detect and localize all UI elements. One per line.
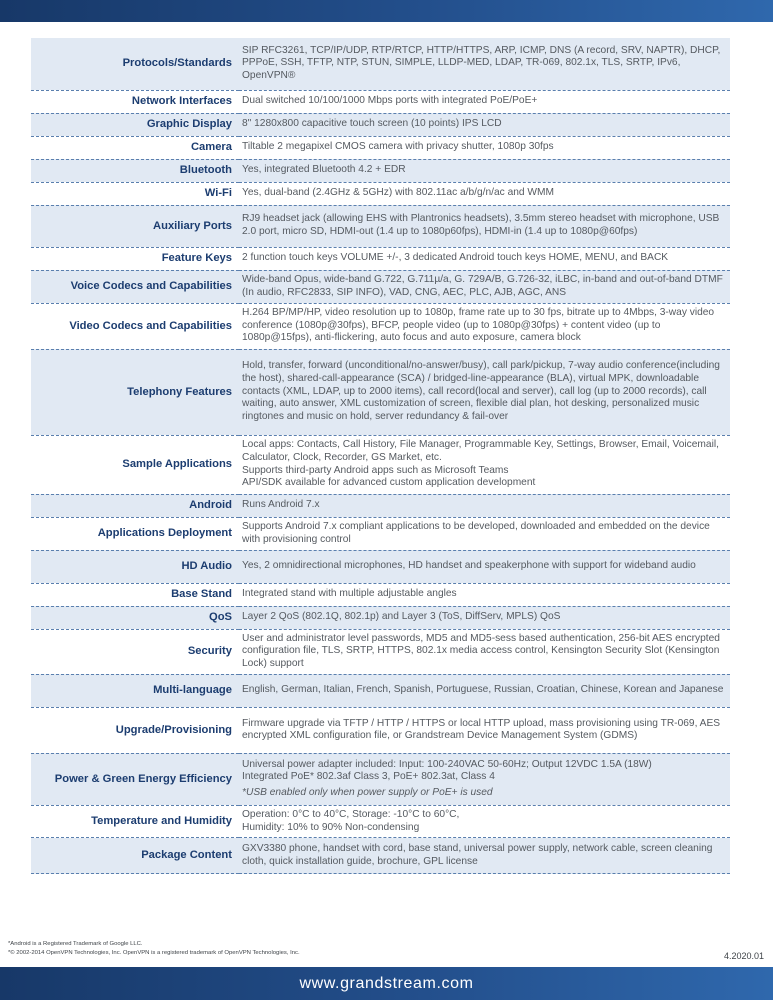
spec-value-line: Runs Android 7.x bbox=[242, 499, 320, 511]
spec-value-note: *USB enabled only when power supply or PoE+ is used bbox=[242, 787, 493, 799]
spec-label: Video Codecs and Capabilities bbox=[31, 303, 239, 349]
spec-value-line: Yes, dual-band (2.4GHz & 5GHz) with 802.11ac a/b/g/n/ac and WMM bbox=[242, 187, 555, 199]
spec-value bbox=[239, 674, 730, 707]
top-header-band bbox=[0, 0, 773, 22]
spec-value-line: Tiltable 2 megapixel CMOS camera with privacy shutter, 1080p 30fps bbox=[242, 141, 554, 153]
spec-label: Protocols/Standards bbox=[31, 38, 239, 90]
spec-value-line: Universal power adapter included: Input: 100-240VAC 50-60Hz; Output 12VDC 1.5A (18W) bbox=[242, 758, 652, 770]
document-version: 4.2020.01 bbox=[723, 951, 764, 961]
spec-value bbox=[239, 270, 730, 303]
spec-label: Bluetooth bbox=[31, 159, 239, 182]
spec-value-line: Supports Android 7.x compliant applications to be developed, downloaded and embedded on the device with provisioning control bbox=[242, 520, 710, 545]
spec-value bbox=[239, 583, 730, 606]
spec-value bbox=[239, 805, 730, 838]
spec-label: Voice Codecs and Capabilities bbox=[31, 270, 239, 303]
spec-label: Wi-Fi bbox=[31, 182, 239, 205]
spec-value-line: H.264 BP/MP/HP, video resolution up to 1080p, frame rate up to 30 fps, bitrate up to 4Mbps, 3-way video conference (1080p@30fps), BFCP, people video (up to 1080p@30fps) + content video (up to 1080p@15fps), anti-flickering, auto focus and auto exposure, camera block bbox=[242, 306, 715, 344]
spec-label: Sample Applications bbox=[31, 435, 239, 494]
spec-row bbox=[31, 838, 730, 874]
footnotes bbox=[8, 940, 300, 957]
spec-value bbox=[239, 753, 730, 805]
spec-value bbox=[239, 136, 730, 159]
spec-value-line: API/SDK available for advanced custom application development bbox=[242, 477, 536, 489]
spec-value-line: English, German, Italian, French, Spanish, Portuguese, Russian, Croatian, Chinese, Korean and Japanese bbox=[242, 684, 724, 696]
spec-value bbox=[239, 606, 730, 629]
spec-row bbox=[31, 136, 730, 159]
spec-label: Package Content bbox=[31, 838, 239, 874]
spec-table bbox=[31, 38, 730, 874]
spec-value bbox=[239, 838, 730, 874]
spec-row bbox=[31, 707, 730, 753]
spec-value-line: Yes, integrated Bluetooth 4.2 + EDR bbox=[242, 164, 406, 176]
footnote-openvpn: *© 2002-2014 OpenVPN Technologies, Inc. OpenVPN is a registered trademark of OpenVPN Technologies, Inc. bbox=[8, 949, 300, 956]
spec-value-line: Integrated PoE* 802.3af Class 3, PoE+ 802.3at, Class 4 bbox=[242, 771, 495, 783]
spec-value-line: Wide-band Opus, wide-band G.722, G.711µ/a, G. 729A/B, G.726-32, iLBC, in-band and out-of-band DTMF (In audio, RFC2833, SIP INFO), VAD, CNG, AEC, PLC, AJB, AGC, ANS bbox=[242, 273, 723, 298]
spec-row bbox=[31, 247, 730, 270]
spec-row bbox=[31, 583, 730, 606]
footnote-android: *Android is a Registered Trademark of Google LLC. bbox=[8, 941, 143, 947]
spec-value-line: Layer 2 QoS (802.1Q, 802.1p) and Layer 3 (ToS, DiffServ, MPLS) QoS bbox=[242, 611, 561, 623]
spec-label: Applications Deployment bbox=[31, 517, 239, 550]
spec-row bbox=[31, 606, 730, 629]
spec-value-line: Integrated stand with multiple adjustable angles bbox=[242, 588, 457, 600]
website-url[interactable]: www.grandstream.com bbox=[299, 974, 474, 992]
spec-label: Network Interfaces bbox=[31, 90, 239, 113]
spec-row bbox=[31, 270, 730, 303]
spec-value-line: Firmware upgrade via TFTP / HTTP / HTTPS or local HTTP upload, mass provisioning using TR-069, AES encrypted XML configuration file, or Grandstream Device Management System (GDMS) bbox=[242, 717, 721, 742]
spec-row bbox=[31, 753, 730, 805]
spec-row bbox=[31, 349, 730, 435]
spec-value-line: GXV3380 phone, handset with cord, base stand, universal power supply, network cable, screen cleaning cloth, quick installation guide, brochure, GPL license bbox=[242, 843, 713, 867]
spec-label: Telephony Features bbox=[31, 349, 239, 435]
spec-label: Android bbox=[31, 494, 239, 517]
spec-value-line: Supports third-party Android apps such as Microsoft Teams bbox=[242, 464, 509, 476]
spec-row bbox=[31, 90, 730, 113]
spec-label: Power & Green Energy Efficiency bbox=[31, 753, 239, 805]
spec-value bbox=[239, 435, 730, 494]
spec-row bbox=[31, 113, 730, 136]
spec-value bbox=[239, 113, 730, 136]
spec-value bbox=[239, 159, 730, 182]
spec-value bbox=[239, 90, 730, 113]
spec-row bbox=[31, 517, 730, 550]
spec-value-line: 2 function touch keys VOLUME +/-, 3 dedicated Android touch keys HOME, MENU, and BACK bbox=[242, 252, 669, 264]
spec-label: Multi-language bbox=[31, 674, 239, 707]
spec-row bbox=[31, 205, 730, 247]
spec-row bbox=[31, 805, 730, 838]
spec-label: Auxiliary Ports bbox=[31, 205, 239, 247]
spec-value-line: User and administrator level passwords, MD5 and MD5-sess based authentication, 256-bit AES encrypted configuration file, TLS, SRTP, HTTPS, 802.1x media access control, Kensington Security Slot (Kensington Lock) support bbox=[242, 632, 720, 670]
spec-value-line: SIP RFC3261, TCP/IP/UDP, RTP/RTCP, HTTP/HTTPS, ARP, ICMP, DNS (A record, SRV, NAPTR), DHCP, PPPoE, SSH, TFTP, NTP, STUN, SIMPLE, LLDP-MED, LDAP, TR-069, 802.1x, TLS, SRTP, IPv6, OpenVPN® bbox=[242, 44, 721, 82]
spec-value bbox=[239, 247, 730, 270]
spec-label: Camera bbox=[31, 136, 239, 159]
spec-row bbox=[31, 435, 730, 494]
spec-value-line: 8" 1280x800 capacitive touch screen (10 points) IPS LCD bbox=[242, 118, 502, 130]
spec-label: Base Stand bbox=[31, 583, 239, 606]
spec-label: Graphic Display bbox=[31, 113, 239, 136]
spec-row bbox=[31, 159, 730, 182]
spec-row bbox=[31, 494, 730, 517]
spec-value-line: RJ9 headset jack (allowing EHS with Plantronics headsets), 3.5mm stereo headset with microphone, USB 2.0 port, micro SD, HDMI-out (1.4 up to 1080p60fps), HDMI-in (1.4 up to 1080p@60fps) bbox=[242, 213, 720, 237]
spec-value-line: Yes, 2 omnidirectional microphones, HD handset and speakerphone with support for wideband audio bbox=[242, 560, 696, 572]
spec-row bbox=[31, 550, 730, 583]
spec-label: Security bbox=[31, 629, 239, 674]
spec-value bbox=[239, 349, 730, 435]
spec-label: Feature Keys bbox=[31, 247, 239, 270]
spec-value-line: Hold, transfer, forward (unconditional/no-answer/busy), call park/pickup, 7-way audio conference(including the host), shared-call-appearance (SCA) / bridged-line-appearance (BLA), virtual MPK, downloadable contacts (XML, LDAP, up to 2000 items), call record(local and server), call log (up to 2000 records), call waiting, auto answer, XML customization of screen, flexible dial plan, hot desking, personalized music ringtones and music on hold, server redundancy & fail-over bbox=[242, 360, 720, 423]
spec-value-line: Dual switched 10/100/1000 Mbps ports with integrated PoE/PoE+ bbox=[242, 95, 538, 107]
spec-value bbox=[239, 182, 730, 205]
spec-label: Temperature and Humidity bbox=[31, 805, 239, 838]
spec-value bbox=[239, 205, 730, 247]
spec-value bbox=[239, 550, 730, 583]
spec-label: QoS bbox=[31, 606, 239, 629]
spec-value-line: Operation: 0°C to 40°C, Storage: -10°C to 60°C, bbox=[242, 808, 460, 820]
spec-value bbox=[239, 494, 730, 517]
bottom-footer-band bbox=[0, 967, 773, 1000]
spec-label: Upgrade/Provisioning bbox=[31, 707, 239, 753]
spec-value bbox=[239, 303, 730, 349]
spec-row bbox=[31, 182, 730, 205]
spec-value bbox=[239, 707, 730, 753]
spec-value-line: Local apps: Contacts, Call History, File Manager, Programmable Key, Settings, Browser, Email, Voicemail, Calculator, Clock, Recorder, GS Market, etc. bbox=[242, 438, 719, 463]
spec-value bbox=[239, 38, 730, 90]
spec-row bbox=[31, 674, 730, 707]
spec-value bbox=[239, 629, 730, 674]
spec-row bbox=[31, 629, 730, 674]
spec-value bbox=[239, 517, 730, 550]
spec-row bbox=[31, 303, 730, 349]
spec-label: HD Audio bbox=[31, 550, 239, 583]
spec-row bbox=[31, 38, 730, 90]
spec-value-line: Humidity: 10% to 90% Non-condensing bbox=[242, 821, 420, 833]
